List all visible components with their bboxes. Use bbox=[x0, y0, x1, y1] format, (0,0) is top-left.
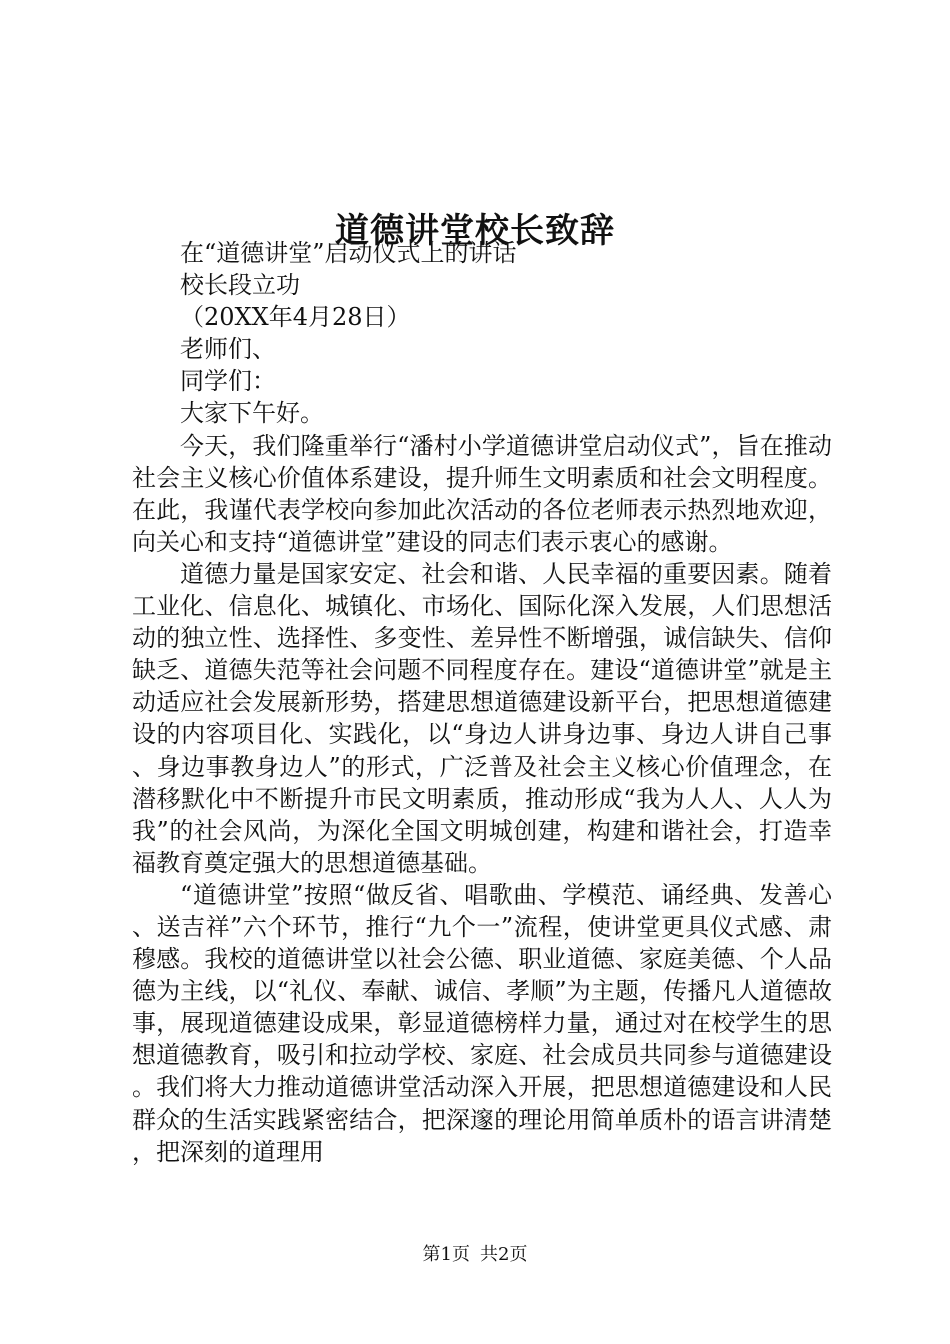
page-number: 第1页 bbox=[422, 1244, 470, 1265]
document-title: 道德讲堂校长致辞 bbox=[335, 210, 615, 251]
page-footer bbox=[0, 1243, 950, 1267]
speech-title-line: 在“道德讲堂”启动仪式上的讲话 bbox=[180, 239, 517, 267]
document-body bbox=[132, 237, 832, 1168]
salutation-teachers: 老师们、 bbox=[180, 335, 276, 364]
paragraph-moral-power: 道德力量是国家安定、社会和谐、人民幸福的重要因素。随着工业化、信息化、城镇化、市场化、国际化深入发展，人们思想活动的独立性、选择性、多变性、差异性不断增强，诚信缺失、信仰缺乏、道德失范等社会问题不同程度存在。建设“道德讲堂”就是主动适应社会发展新形势，搭建思想道德建设新平台，把思想道德建设的内容项目化、实践化，以“身边人讲身边事、身边人讲自己事、身边事教身边人”的形式，广泛普及社会主义核心价值理念，在潜移默化中不断提升市民文明素质，推动形成“我为人人、人人为我”的社会风尚，为深化全国文明城创建，构建和谐社会，打造幸福教育奠定强大的思想道德基础。 bbox=[132, 559, 832, 877]
page-total: 共2页 bbox=[480, 1244, 528, 1265]
greeting-line: 大家下午好。 bbox=[180, 399, 324, 428]
date-line: （20XX年4月28日） bbox=[180, 303, 411, 332]
speaker-line: 校长段立功 bbox=[180, 271, 300, 300]
paragraph-opening: 今天，我们隆重举行“潘村小学道德讲堂启动仪式”，旨在推动社会主义核心价值体系建设，提升师生文明素质和社会文明程度。在此，我谨代表学校向参加此次活动的各位老师表示热烈地欢迎，向关心和支持“道德讲堂”建设的同志们表示衷心的感谢。 bbox=[132, 431, 832, 556]
paragraph-moral-lecture: “道德讲堂”按照“做反省、唱歌曲、学模范、诵经典、发善心、送吉祥”六个环节，推行“九个一”流程，使讲堂更具仪式感、肃穆感。我校的道德讲堂以社会公德、职业道德、家庭美德、个人品德为主线，以“礼仪、奉献、诚信、孝顺”为主题，传播凡人道德故事，展现道德建设成果，彰显道德榜样力量，通过对在校学生的思想道德教育，吸引和拉动学校、家庭、社会成员共同参与道德建设。我们将大力推动道德讲堂活动深入开展，把思想道德建设和人民群众的生活实践紧密结合，把深邃的理论用简单质朴的语言讲清楚，把深刻的道理用 bbox=[132, 880, 832, 1166]
salutation-students: 同学们： bbox=[180, 367, 276, 396]
